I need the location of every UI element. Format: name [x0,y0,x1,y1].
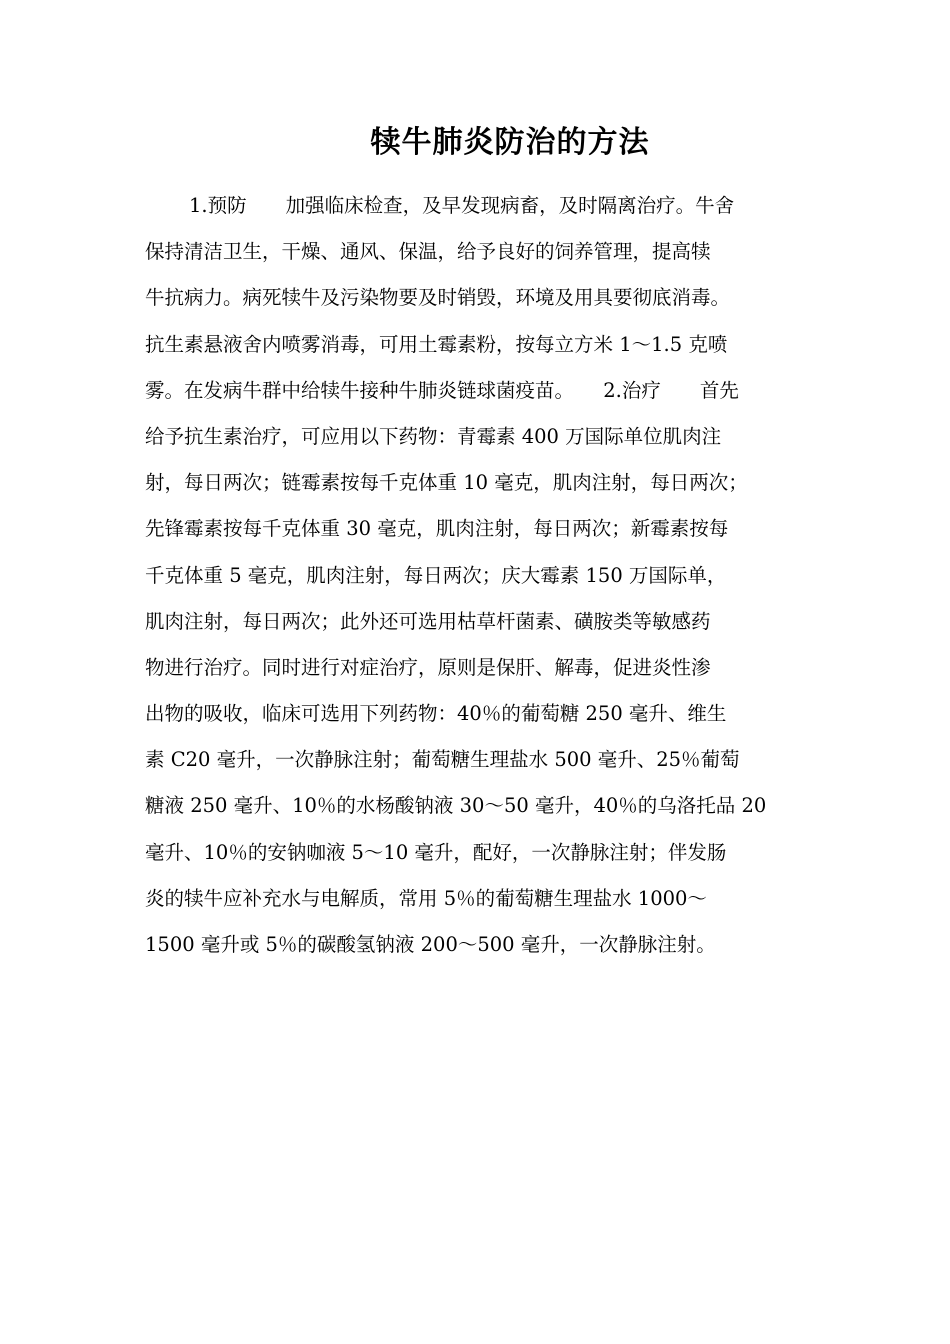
document-title: 犊牛肺炎防治的方法 [370,125,650,160]
text-line: 牛抗病力。病死犊牛及污染物要及时销毁，环境及用具要彻底消毒。 [145,286,731,310]
text-line: 糖液 250 毫升、10％的水杨酸钠液 30～50 毫升，40％的乌洛托品 20 [145,794,767,818]
text-line: 肌肉注射，每日两次；此外还可选用枯草杆菌素、磺胺类等敏感药 [145,609,711,633]
text-line: 给予抗生素治疗，可应用以下药物：青霉素 400 万国际单位肌肉注 [145,424,722,448]
text-line: 抗生素悬液舍内喷雾消毒，可用土霉素粉，按每立方米 1～1.5 克喷 [145,332,728,356]
text-line: 射，每日两次；链霉素按每千克体重 10 毫克，肌肉注射，每日两次； [145,471,748,495]
text-line: 1.预防 加强临床检查，及早发现病畜，及时隔离治疗。牛舍 [189,194,735,217]
text-line: 炎的犊牛应补充水与电解质，常用 5％的葡萄糖生理盐水 1000～ [145,886,707,910]
text-line: 1500 毫升或 5％的碳酸氢钠液 200～500 毫升，一次静脉注射。 [145,933,716,956]
text-line: 雾。在发病牛群中给犊牛接种牛肺炎链球菌疫苗。 2.治疗 首先 [145,378,739,402]
text-line: 物进行治疗。同时进行对症治疗，原则是保肝、解毒，促进炎性渗 [145,655,711,679]
text-line: 保持清洁卫生，干燥、通风、保温，给予良好的饲养管理，提高犊 [145,240,711,264]
text-line: 先锋霉素按每千克体重 30 毫克，肌肉注射，每日两次；新霉素按每 [145,517,729,541]
text-line: 毫升、10％的安钠咖液 5～10 毫升，配好，一次静脉注射；伴发肠 [145,840,727,864]
text-line: 出物的吸收，临床可选用下列药物：40％的葡萄糖 250 毫升、维生 [145,702,727,726]
text-line: 千克体重 5 毫克，肌肉注射，每日两次；庆大霉素 150 万国际单， [145,563,727,587]
text-line: 素 C20 毫升，一次静脉注射；葡萄糖生理盐水 500 毫升、25％葡萄 [145,748,740,772]
body-text [145,183,835,968]
